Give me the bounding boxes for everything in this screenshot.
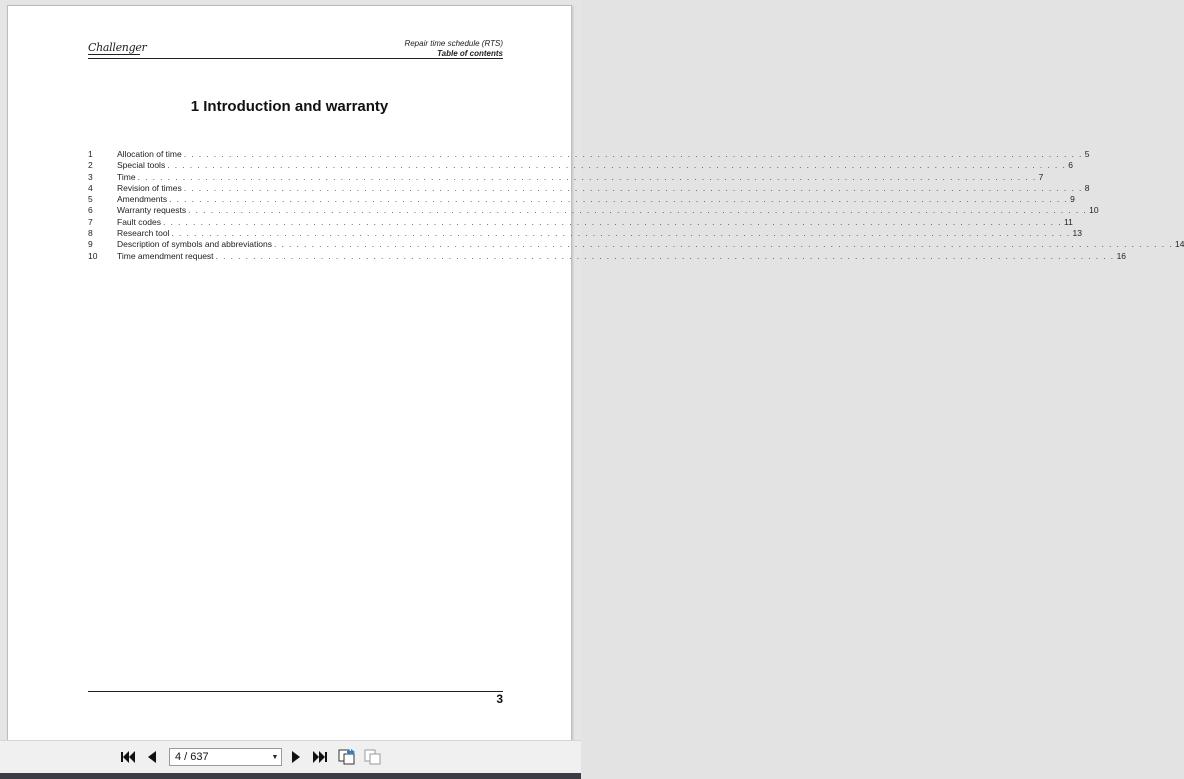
toc-entry-page: 11 — [1063, 216, 1073, 227]
next-page-icon[interactable] — [290, 749, 302, 765]
toc-entry-number: 8 — [88, 228, 93, 239]
toc-leader-dots: . . . . . . . . . . . . . . . . . . . . . . . . . . . . . . . . . . . . . . . . . . . . . . . . . . . . . . . . . . . . . . . . . . . . . . . . . . . . . . . . . . . . . . . . . . . . . . . . . . . . . . . . . . . . . . . . . . . . . . . . — [215, 250, 1115, 261]
toc-entry-page: 10 — [1089, 205, 1099, 216]
page-number: 3 — [496, 692, 503, 706]
logo-underline — [88, 54, 140, 55]
window-bottom-edge — [0, 773, 581, 779]
toc-entry-number: 5 — [88, 194, 93, 205]
toc-leader-dots: . . . . . . . . . . . . . . . . . . . . . . . . . . . . . . . . . . . . . . . . . . . . . . . . . . . . . . . . . . . . . . . . . . . . . . . . . . . . . . . . . . . . . . . . . . . . . . . . . . . . . . . . . . . . . . . . . . . . . . . . — [171, 228, 1071, 239]
copy-page-icon[interactable] — [338, 749, 356, 765]
toc-entry-page: 9 — [1070, 194, 1075, 205]
toc-leader-dots: . . . . . . . . . . . . . . . . . . . . . . . . . . . . . . . . . . . . . . . . . . . . . . . . . . . . . . . . . . . . . . . . . . . . . . . . . . . . . . . . . . . . . . . . . . . . . . . . . . . . . . . . . . . . . . . . . . . . . . . . — [273, 239, 1173, 250]
toc-entry-title: Description of symbols and abbreviations — [117, 239, 272, 250]
header-line-2: Table of contents — [437, 49, 503, 58]
toc-entry[interactable] — [88, 182, 1090, 194]
toc-entry[interactable] — [88, 228, 1082, 239]
toc-entry[interactable] — [88, 205, 1099, 216]
toc-leader-dots: . . . . . . . . . . . . . . . . . . . . . . . . . . . . . . . . . . . . . . . . . . . . . . . . . . . . . . . . . . . . . . . . . . . . . . . . . . . . . . . . . . . . . . . . . . . . . . . . . . . . . . . . . . . . . . . . . . . . . . . . — [183, 149, 1083, 159]
toc-leader-dots: . . . . . . . . . . . . . . . . . . . . . . . . . . . . . . . . . . . . . . . . . . . . . . . . . . . . . . . . . . . . . . . . . . . . . . . . . . . . . . . . . . . . . . . . . . . . . . . . . . . . . . . . . . . . . . . . . . . . . . . . — [183, 182, 1083, 193]
toc-entry[interactable] — [88, 239, 1184, 250]
table-of-contents — [88, 149, 1184, 262]
toc-entry[interactable] — [88, 216, 1073, 228]
toc-entry-title: Fault codes — [117, 216, 161, 227]
page-indicator: 4 / 637 — [175, 751, 209, 763]
toc-entry-number: 3 — [88, 171, 93, 182]
toc-leader-dots: . . . . . . . . . . . . . . . . . . . . . . . . . . . . . . . . . . . . . . . . . . . . . . . . . . . . . . . . . . . . . . . . . . . . . . . . . . . . . . . . . . . . . . . . . . . . . . . . . . . . . . . . . . . . . . . . . . . . . . . . — [137, 171, 1037, 182]
toc-entry-page: 8 — [1084, 182, 1090, 193]
document-page — [7, 5, 1184, 741]
toc-entry-title: Time — [117, 171, 136, 182]
toc-entry[interactable] — [88, 194, 1075, 205]
toc-entry-title: Allocation of time — [117, 149, 182, 159]
toc-entry-title: Amendments — [117, 194, 168, 205]
first-page-icon[interactable] — [120, 749, 136, 765]
toc-entry-page: 7 — [1038, 171, 1044, 182]
previous-page-icon[interactable] — [146, 749, 158, 765]
header-divider — [88, 58, 503, 59]
toc-entry-page: 5 — [1084, 149, 1090, 159]
toc-entry-number: 6 — [88, 205, 93, 216]
toc-entry-title: Revision of times — [117, 182, 182, 193]
toc-entry-page: 16 — [1116, 250, 1127, 261]
toc-entry[interactable] — [88, 160, 1073, 171]
chevron-down-icon[interactable]: ▼ — [271, 753, 279, 761]
toc-leader-dots: . . . . . . . . . . . . . . . . . . . . . . . . . . . . . . . . . . . . . . . . . . . . . . . . . . . . . . . . . . . . . . . . . . . . . . . . . . . . . . . . . . . . . . . . . . . . . . . . . . . . . . . . . . . . . . . . . . . . . . . . — [169, 194, 1069, 205]
copy-all-icon[interactable] — [364, 749, 382, 765]
last-page-icon[interactable] — [312, 749, 328, 765]
toc-entry-title: Special tools — [117, 160, 166, 171]
toc-entry-number: 9 — [88, 239, 93, 250]
challenger-logo: Challenger — [88, 41, 147, 54]
toc-entry-number: 10 — [88, 250, 98, 261]
toc-entry[interactable] — [88, 171, 1044, 183]
footer-divider — [88, 691, 503, 692]
toc-entry-page: 14 — [1174, 239, 1184, 250]
toc-entry[interactable] — [88, 250, 1127, 262]
toc-entry-page: 13 — [1072, 228, 1082, 239]
toc-entry-number: 4 — [88, 182, 93, 193]
page-title: 1 Introduction and warranty — [190, 98, 389, 115]
toc-leader-dots: . . . . . . . . . . . . . . . . . . . . . . . . . . . . . . . . . . . . . . . . . . . . . . . . . . . . . . . . . . . . . . . . . . . . . . . . . . . . . . . . . . . . . . . . . . . . . . . . . . . . . . . . . . . . . . . . . . . . . . . . — [167, 160, 1067, 171]
toc-entry-number: 1 — [88, 149, 93, 159]
toc-entry-number: 7 — [88, 216, 93, 227]
toc-entry[interactable] — [88, 149, 1090, 160]
toc-entry-title: Time amendment request — [117, 250, 214, 261]
toc-entry-number: 2 — [88, 160, 93, 171]
toc-leader-dots: . . . . . . . . . . . . . . . . . . . . . . . . . . . . . . . . . . . . . . . . . . . . . . . . . . . . . . . . . . . . . . . . . . . . . . . . . . . . . . . . . . . . . . . . . . . . . . . . . . . . . . . . . . . . . . . . . . . . . . . . — [162, 216, 1062, 227]
viewer-toolbar — [0, 740, 581, 774]
toc-leader-dots: . . . . . . . . . . . . . . . . . . . . . . . . . . . . . . . . . . . . . . . . . . . . . . . . . . . . . . . . . . . . . . . . . . . . . . . . . . . . . . . . . . . . . . . . . . . . . . . . . . . . . . . . . . . . . . . . . . . . . . . . — [188, 205, 1088, 216]
toc-entry-title: Warranty requests — [117, 205, 187, 216]
toc-entry-page: 6 — [1068, 160, 1073, 171]
page-selector[interactable] — [169, 748, 282, 766]
toc-entry-title: Research tool — [117, 228, 170, 239]
header-line-1: Repair time schedule (RTS) — [404, 39, 503, 48]
page-header — [404, 39, 503, 59]
